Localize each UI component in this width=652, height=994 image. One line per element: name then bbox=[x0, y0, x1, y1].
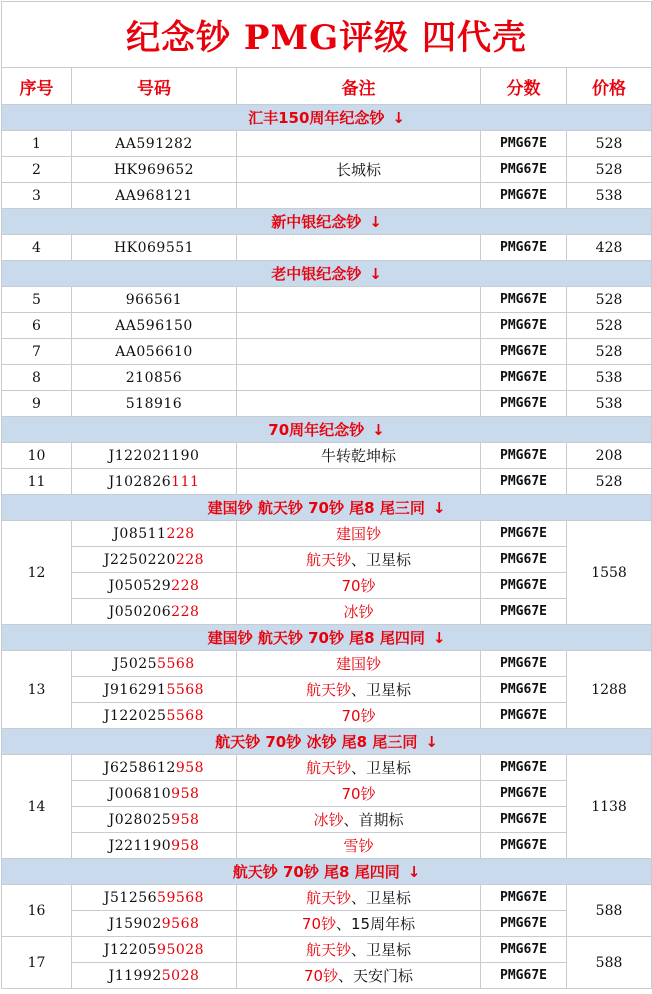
row-note bbox=[237, 521, 481, 547]
table-row bbox=[2, 911, 652, 937]
table-row bbox=[2, 651, 652, 677]
row-note bbox=[237, 651, 481, 677]
table-row bbox=[2, 703, 652, 729]
row-code bbox=[72, 963, 237, 989]
code-suffix: 9568 bbox=[161, 915, 200, 932]
row-price: 208 bbox=[567, 443, 652, 469]
section-title: 新中银纪念钞 bbox=[271, 213, 362, 231]
code-suffix: 59568 bbox=[157, 889, 205, 906]
code-prefix: J5025 bbox=[113, 655, 158, 672]
table-row bbox=[2, 937, 652, 963]
row-note bbox=[237, 677, 481, 703]
row-note bbox=[237, 183, 481, 209]
table-row bbox=[2, 833, 652, 859]
row-note bbox=[237, 781, 481, 807]
row-note bbox=[237, 833, 481, 859]
table-row bbox=[2, 339, 652, 365]
note-type: 航天钞 bbox=[305, 889, 351, 907]
table-row bbox=[2, 183, 652, 209]
note-type: 航天钞 bbox=[305, 551, 351, 569]
row-score: PMG67E bbox=[481, 807, 567, 833]
header-seq: 序号 bbox=[2, 68, 72, 105]
row-score: PMG67E bbox=[481, 391, 567, 417]
note-type: 70钞 bbox=[303, 967, 339, 985]
row-note bbox=[237, 755, 481, 781]
row-note bbox=[237, 547, 481, 573]
note-type: 冰钞 bbox=[343, 603, 374, 621]
row-score: PMG67E bbox=[481, 651, 567, 677]
row-note bbox=[237, 911, 481, 937]
row-score: PMG67E bbox=[481, 287, 567, 313]
row-score: PMG67E bbox=[481, 963, 567, 989]
row-score: PMG67E bbox=[481, 131, 567, 157]
note-type: 航天钞 bbox=[305, 941, 351, 959]
row-code bbox=[72, 781, 237, 807]
arrow-down-icon: ↓ bbox=[369, 213, 382, 231]
table-row bbox=[2, 443, 652, 469]
section-header bbox=[2, 495, 652, 521]
arrow-down-icon: ↓ bbox=[372, 421, 385, 439]
table-row bbox=[2, 755, 652, 781]
row-note bbox=[237, 287, 481, 313]
arrow-down-icon: ↓ bbox=[392, 109, 405, 127]
section-header bbox=[2, 417, 652, 443]
code-prefix: J050206 bbox=[108, 603, 172, 620]
code-suffix: 5568 bbox=[166, 707, 205, 724]
row-code: AA056610 bbox=[72, 339, 237, 365]
row-code bbox=[72, 885, 237, 911]
code-suffix: 5028 bbox=[161, 967, 200, 984]
row-score: PMG67E bbox=[481, 313, 567, 339]
row-note bbox=[237, 573, 481, 599]
row-score: PMG67E bbox=[481, 677, 567, 703]
note-type: 70钞 bbox=[341, 785, 376, 803]
code-prefix: J2250220 bbox=[103, 551, 176, 568]
note-extra: 、卫星标 bbox=[351, 759, 412, 777]
arrow-down-icon: ↓ bbox=[369, 265, 382, 283]
row-price: 538 bbox=[567, 183, 652, 209]
row-code: AA591282 bbox=[72, 131, 237, 157]
row-seq: 16 bbox=[2, 885, 72, 937]
note-extra: 、首期标 bbox=[343, 811, 404, 829]
row-note bbox=[237, 391, 481, 417]
code-prefix: J51256 bbox=[103, 889, 158, 906]
row-note bbox=[237, 313, 481, 339]
table-row bbox=[2, 885, 652, 911]
row-price: 528 bbox=[567, 157, 652, 183]
row-note bbox=[237, 937, 481, 963]
row-code bbox=[72, 937, 237, 963]
row-seq: 7 bbox=[2, 339, 72, 365]
row-code: J122021190 bbox=[72, 443, 237, 469]
row-price: 1288 bbox=[567, 651, 652, 729]
table-row bbox=[2, 521, 652, 547]
code-prefix: J15902 bbox=[108, 915, 162, 932]
note-extra: 、卫星标 bbox=[351, 681, 412, 699]
table-row bbox=[2, 235, 652, 261]
row-score: PMG67E bbox=[481, 703, 567, 729]
row-note bbox=[237, 963, 481, 989]
code-prefix: J050529 bbox=[108, 577, 172, 594]
code-suffix: 5568 bbox=[166, 681, 205, 698]
code-prefix: J916291 bbox=[103, 681, 167, 698]
row-code bbox=[72, 599, 237, 625]
code-suffix: 111 bbox=[171, 473, 200, 490]
row-seq: 17 bbox=[2, 937, 72, 989]
code-prefix: J11992 bbox=[108, 967, 162, 984]
row-score: PMG67E bbox=[481, 781, 567, 807]
section-header bbox=[2, 859, 652, 885]
row-seq: 10 bbox=[2, 443, 72, 469]
arrow-down-icon: ↓ bbox=[407, 863, 421, 881]
row-note: 长城标 bbox=[237, 157, 481, 183]
code-prefix: J12205 bbox=[103, 941, 158, 958]
row-seq: 6 bbox=[2, 313, 72, 339]
code-suffix: 958 bbox=[175, 759, 205, 776]
code-prefix: J6258612 bbox=[103, 759, 176, 776]
row-seq: 9 bbox=[2, 391, 72, 417]
row-score: PMG67E bbox=[481, 157, 567, 183]
code-suffix: 958 bbox=[171, 785, 200, 802]
row-note bbox=[237, 235, 481, 261]
row-code: 210856 bbox=[72, 365, 237, 391]
row-score: PMG67E bbox=[481, 443, 567, 469]
table-row bbox=[2, 963, 652, 989]
row-code: HK069551 bbox=[72, 235, 237, 261]
row-note: 牛转乾坤标 bbox=[237, 443, 481, 469]
note-extra: 、15周年标 bbox=[336, 915, 416, 933]
table-row bbox=[2, 313, 652, 339]
table-row bbox=[2, 391, 652, 417]
table-row bbox=[2, 469, 652, 495]
price-table bbox=[1, 1, 652, 989]
row-code: 966561 bbox=[72, 287, 237, 313]
row-code: HK969652 bbox=[72, 157, 237, 183]
note-extra: 、卫星标 bbox=[351, 551, 412, 569]
row-seq: 2 bbox=[2, 157, 72, 183]
row-seq: 5 bbox=[2, 287, 72, 313]
row-seq: 4 bbox=[2, 235, 72, 261]
row-seq: 13 bbox=[2, 651, 72, 729]
row-score: PMG67E bbox=[481, 235, 567, 261]
section-header bbox=[2, 261, 652, 287]
section-header bbox=[2, 105, 652, 131]
row-code bbox=[72, 651, 237, 677]
code-suffix: 228 bbox=[171, 577, 200, 594]
table-row bbox=[2, 599, 652, 625]
section-title: 建国钞 航天钞 70钞 尾8 尾三同 bbox=[207, 499, 425, 517]
row-code bbox=[72, 469, 237, 495]
note-type: 航天钞 bbox=[305, 759, 351, 777]
code-prefix: J102826 bbox=[108, 473, 172, 490]
section-header bbox=[2, 729, 652, 755]
row-score: PMG67E bbox=[481, 521, 567, 547]
arrow-down-icon: ↓ bbox=[432, 629, 446, 647]
note-type: 70钞 bbox=[341, 577, 376, 595]
row-note bbox=[237, 365, 481, 391]
table-row bbox=[2, 677, 652, 703]
note-type: 70钞 bbox=[301, 915, 336, 933]
table-row bbox=[2, 807, 652, 833]
row-price: 528 bbox=[567, 131, 652, 157]
table-row bbox=[2, 365, 652, 391]
table-row bbox=[2, 547, 652, 573]
row-price: 528 bbox=[567, 339, 652, 365]
row-code bbox=[72, 573, 237, 599]
note-type: 建国钞 bbox=[335, 655, 381, 673]
row-score: PMG67E bbox=[481, 339, 567, 365]
table-row bbox=[2, 781, 652, 807]
note-type: 航天钞 bbox=[305, 681, 351, 699]
row-code: AA596150 bbox=[72, 313, 237, 339]
code-prefix: J221190 bbox=[108, 837, 172, 854]
row-seq: 8 bbox=[2, 365, 72, 391]
row-price: 1558 bbox=[567, 521, 652, 625]
row-score: PMG67E bbox=[481, 547, 567, 573]
header-score: 分数 bbox=[481, 68, 567, 105]
row-code: 518916 bbox=[72, 391, 237, 417]
row-seq: 14 bbox=[2, 755, 72, 859]
code-suffix: 228 bbox=[166, 525, 195, 542]
section-title: 航天钞 70钞 冰钞 尾8 尾三同 bbox=[215, 733, 418, 751]
section-title: 70周年纪念钞 bbox=[268, 421, 365, 439]
section-title: 老中银纪念钞 bbox=[271, 265, 362, 283]
code-suffix: 95028 bbox=[157, 941, 205, 958]
row-price: 588 bbox=[567, 885, 652, 937]
row-score: PMG67E bbox=[481, 573, 567, 599]
header-row bbox=[2, 68, 652, 105]
row-code bbox=[72, 703, 237, 729]
row-price: 528 bbox=[567, 313, 652, 339]
section-title: 建国钞 航天钞 70钞 尾8 尾四同 bbox=[207, 629, 425, 647]
row-score: PMG67E bbox=[481, 365, 567, 391]
code-prefix: J006810 bbox=[108, 785, 172, 802]
note-extra: 、卫星标 bbox=[351, 941, 412, 959]
code-prefix: J08511 bbox=[113, 525, 167, 542]
row-code: AA968121 bbox=[72, 183, 237, 209]
row-code bbox=[72, 677, 237, 703]
row-code bbox=[72, 911, 237, 937]
note-extra: 、天安门标 bbox=[338, 967, 414, 985]
row-note bbox=[237, 807, 481, 833]
table-row bbox=[2, 287, 652, 313]
row-score: PMG67E bbox=[481, 183, 567, 209]
note-type: 建国钞 bbox=[335, 525, 381, 543]
section-header bbox=[2, 625, 652, 651]
page-title: 纪念钞 PMG评级 四代壳 bbox=[2, 2, 652, 68]
section-title: 汇丰150周年纪念钞 bbox=[248, 109, 385, 127]
row-note bbox=[237, 469, 481, 495]
row-price: 428 bbox=[567, 235, 652, 261]
header-price: 价格 bbox=[567, 68, 652, 105]
row-seq: 3 bbox=[2, 183, 72, 209]
row-code bbox=[72, 807, 237, 833]
code-suffix: 958 bbox=[171, 837, 200, 854]
row-price: 528 bbox=[567, 469, 652, 495]
row-code bbox=[72, 547, 237, 573]
code-suffix: 228 bbox=[171, 603, 200, 620]
table-row bbox=[2, 573, 652, 599]
header-code: 号码 bbox=[72, 68, 237, 105]
arrow-down-icon: ↓ bbox=[425, 733, 438, 751]
row-price: 1138 bbox=[567, 755, 652, 859]
row-score: PMG67E bbox=[481, 755, 567, 781]
section-title: 航天钞 70钞 尾8 尾四同 bbox=[232, 863, 400, 881]
row-note bbox=[237, 703, 481, 729]
note-type: 冰钞 bbox=[313, 811, 344, 829]
note-type: 雪钞 bbox=[343, 837, 374, 855]
row-code bbox=[72, 833, 237, 859]
note-extra: 、卫星标 bbox=[351, 889, 412, 907]
row-note bbox=[237, 599, 481, 625]
code-suffix: 958 bbox=[171, 811, 200, 828]
row-code bbox=[72, 755, 237, 781]
row-score: PMG67E bbox=[481, 469, 567, 495]
row-code bbox=[72, 521, 237, 547]
row-price: 538 bbox=[567, 391, 652, 417]
row-price: 528 bbox=[567, 287, 652, 313]
row-score: PMG67E bbox=[481, 911, 567, 937]
row-note bbox=[237, 339, 481, 365]
row-score: PMG67E bbox=[481, 599, 567, 625]
row-price: 588 bbox=[567, 937, 652, 989]
table-row bbox=[2, 131, 652, 157]
header-note: 备注 bbox=[237, 68, 481, 105]
code-prefix: J122025 bbox=[103, 707, 167, 724]
row-score: PMG67E bbox=[481, 833, 567, 859]
price-sheet bbox=[1, 1, 651, 992]
row-score: PMG67E bbox=[481, 885, 567, 911]
row-seq: 11 bbox=[2, 469, 72, 495]
note-type: 70钞 bbox=[341, 707, 376, 725]
section-header bbox=[2, 209, 652, 235]
row-note bbox=[237, 885, 481, 911]
table-row bbox=[2, 157, 652, 183]
code-suffix: 228 bbox=[175, 551, 205, 568]
row-price: 538 bbox=[567, 365, 652, 391]
code-prefix: J028025 bbox=[108, 811, 172, 828]
row-seq: 12 bbox=[2, 521, 72, 625]
code-suffix: 5568 bbox=[157, 655, 195, 672]
row-seq: 1 bbox=[2, 131, 72, 157]
row-score: PMG67E bbox=[481, 937, 567, 963]
arrow-down-icon: ↓ bbox=[432, 499, 446, 517]
row-note bbox=[237, 131, 481, 157]
